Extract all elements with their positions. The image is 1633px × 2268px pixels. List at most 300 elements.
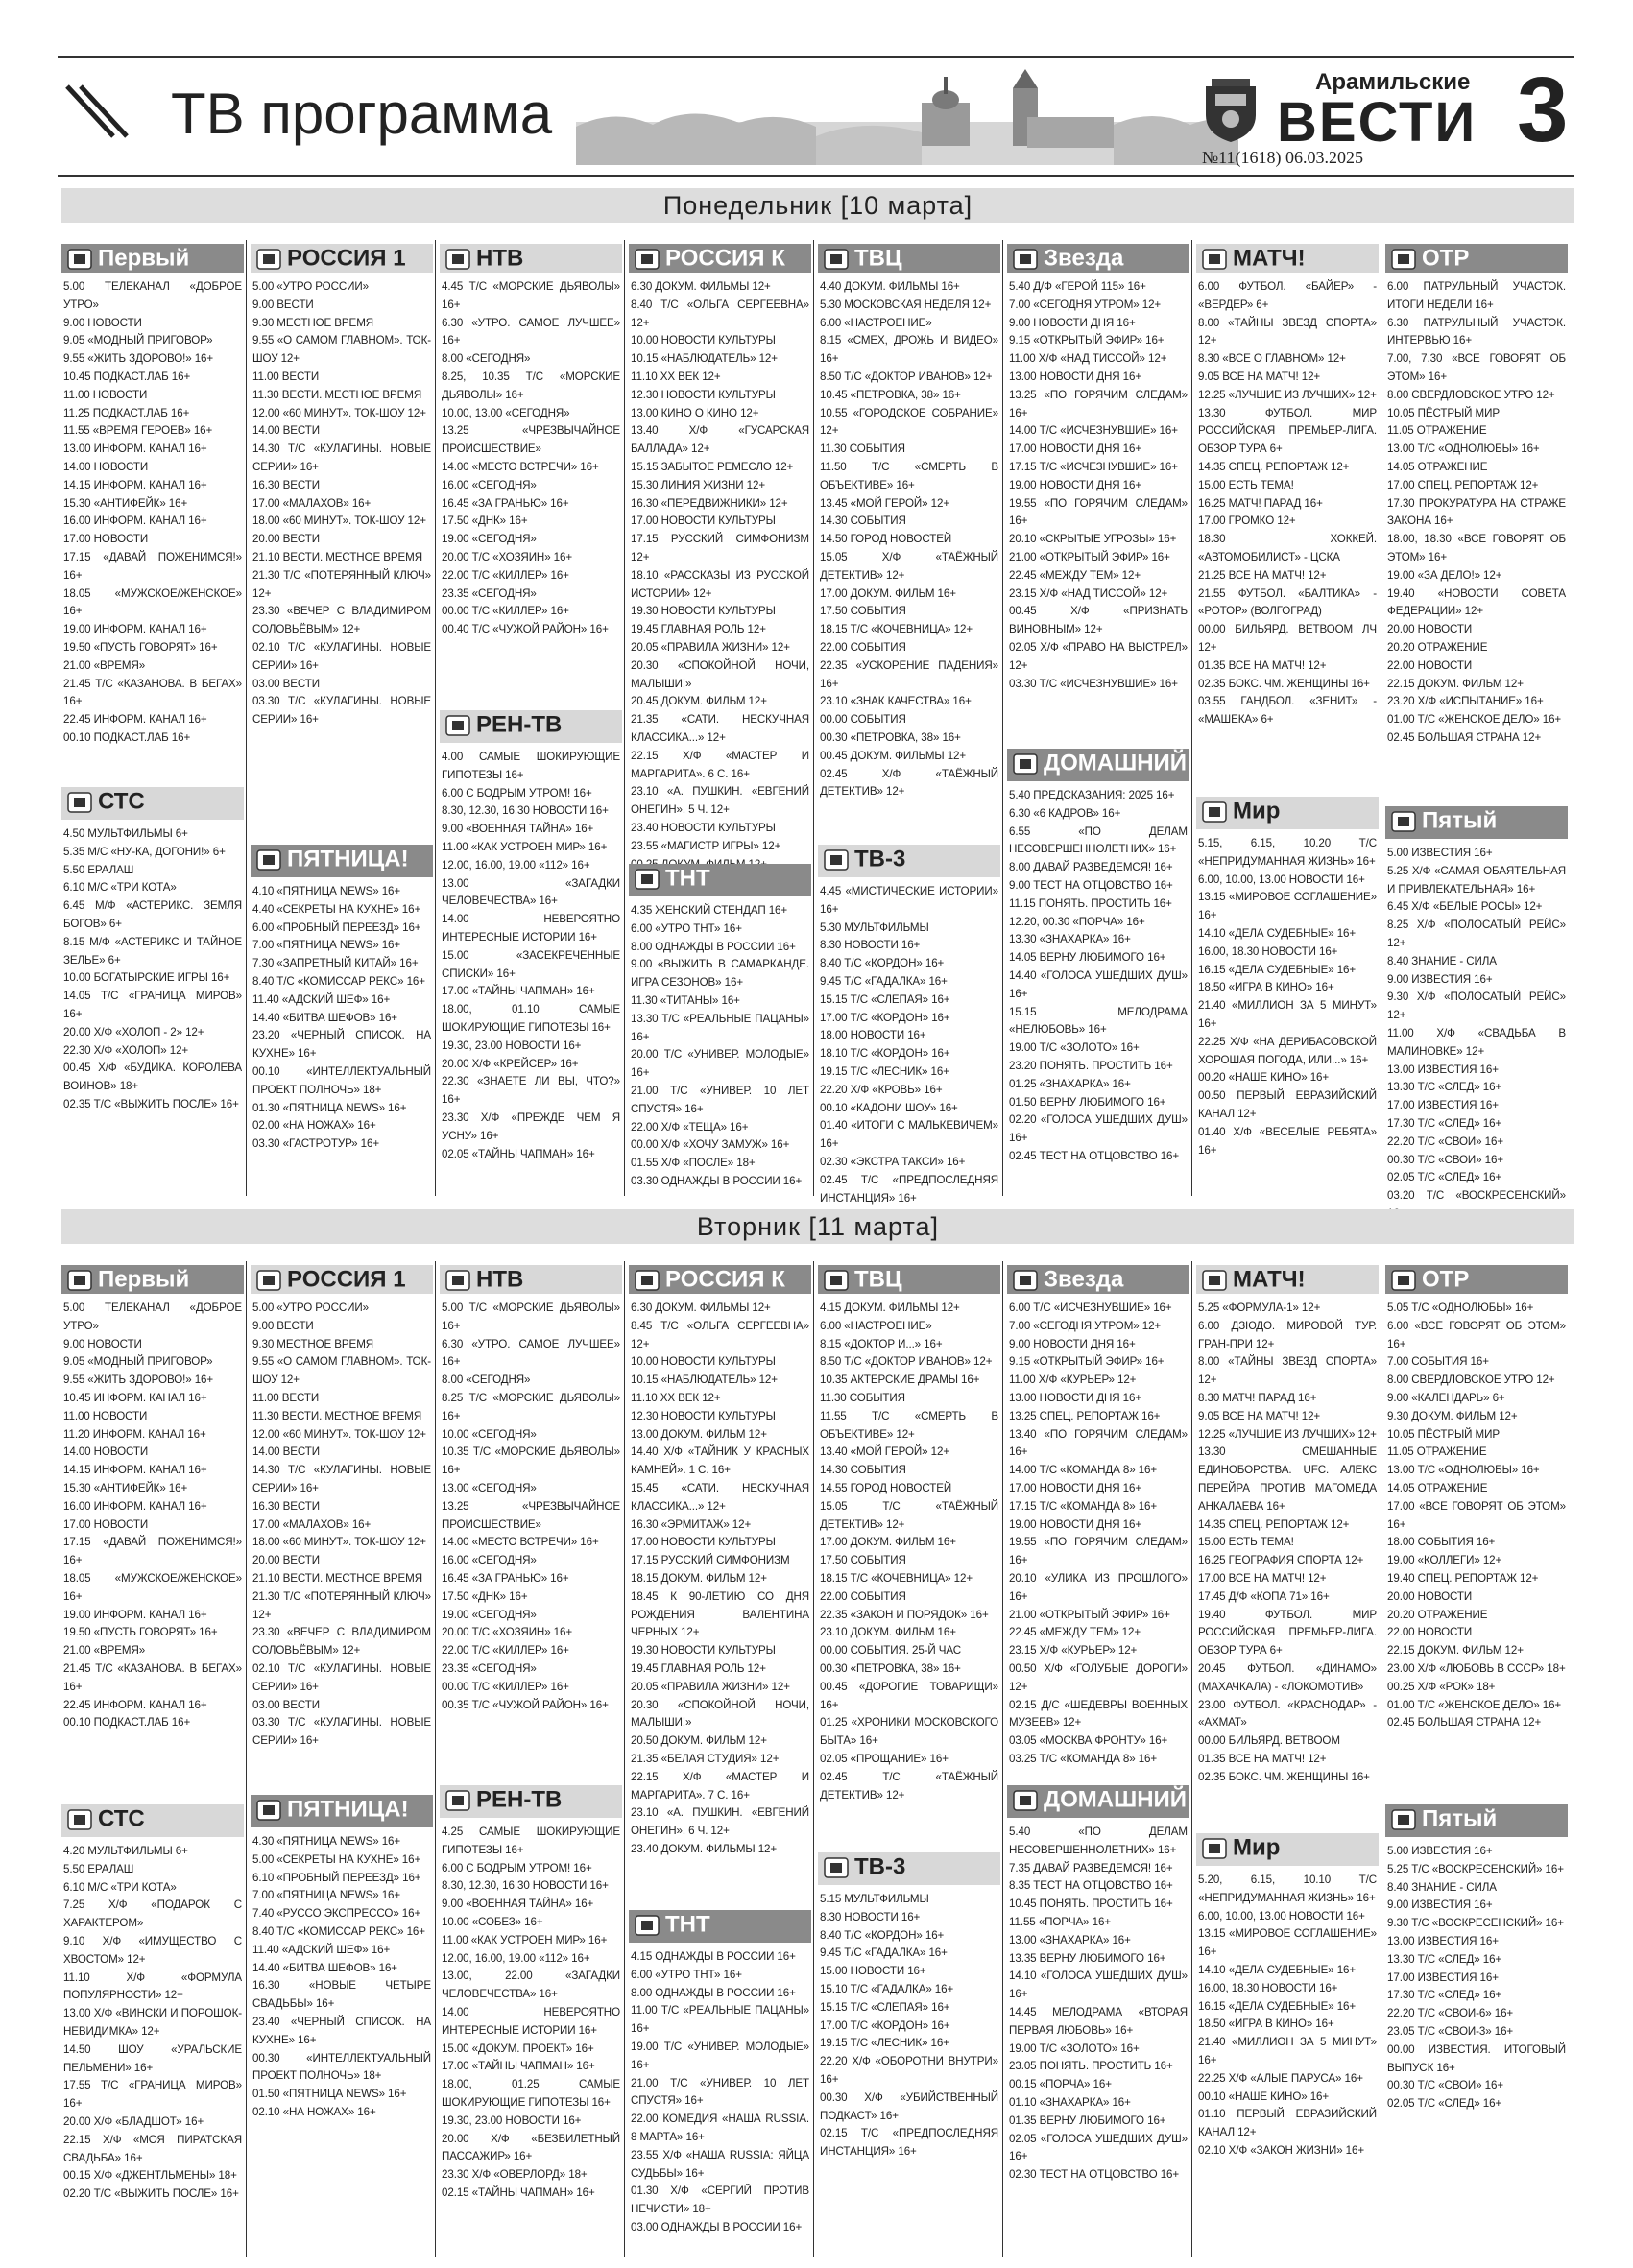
channel-logo-icon — [635, 1269, 660, 1292]
schedule-item: 15.30 «АНТИФЕЙК» 16+ — [63, 1481, 188, 1494]
schedule-item: 02.15 Т/С «ПРЕДПОСЛЕДНЯЯ ИНСТАНЦИЯ» 16+ — [820, 2127, 998, 2159]
slash-icon — [65, 84, 119, 138]
schedule-item: 10.00 БОГАТЫРСКИЕ ИГРЫ 16+ — [63, 971, 230, 985]
schedule-item: 16.25 МАТЧ! ПАРАД 16+ — [1198, 496, 1323, 510]
schedule-item: 10.55 «ГОРОДСКОЕ СОБРАНИЕ» 12+ — [820, 406, 998, 438]
schedule-item: 21.55 ФУТБОЛ. «БАЛТИКА» - «РОТОР» (ВОЛГОГРАД) — [1198, 586, 1377, 618]
schedule-item: 11.55 «ПОРЧА» 16+ — [1009, 1915, 1112, 1928]
schedule-item: 15.30 ЛИНИЯ ЖИЗНИ 12+ — [631, 478, 766, 491]
schedule-item: 13.15 «МИРОВОЕ СОГЛАШЕНИЕ» 16+ — [1198, 891, 1377, 922]
schedule-item: 00.30 Т/С «СВОИ» 16+ — [1387, 1153, 1503, 1166]
schedule-item: 10.00 НОВОСТИ КУЛЬТУРЫ — [631, 334, 776, 347]
channel-name: МАТЧ! — [1233, 245, 1306, 272]
schedule-item: 4.30 «ПЯТНИЦА NEWS» 16+ — [252, 1835, 401, 1848]
schedule-item: 00.30 «ИНТЕЛЛЕКТУАЛЬНЫЙ ПРОЕКТ ПОЛНОЧЬ» 18+ — [252, 2051, 431, 2083]
channel-name: НТВ — [476, 245, 524, 272]
schedule-item: 19.00 НОВОСТИ ДНЯ 16+ — [1009, 478, 1141, 491]
schedule-item: 9.00 «ВОЕННАЯ ТАЙНА» 16+ — [442, 823, 594, 836]
schedule-item: 21.45 Т/С «КАЗАНОВА. В БЕГАХ» 16+ — [63, 1661, 242, 1693]
column-divider — [246, 1261, 247, 2257]
schedule-item: 21.10 ВЕСТИ. МЕСТНОЕ ВРЕМЯ — [252, 550, 422, 563]
channel-name: Звезда — [1044, 1266, 1124, 1293]
schedule-list — [1198, 1872, 1377, 2161]
schedule-item: 17.00 НОВОСТИ ДНЯ 16+ — [1009, 1481, 1141, 1494]
schedule-item: 14.40 Х/Ф «ТАЙНИК У КРАСНЫХ КАМНЕЙ». 1 С. 16+ — [631, 1445, 809, 1477]
schedule-item: 14.00 «МЕСТО ВСТРЕЧИ» 16+ — [442, 1536, 599, 1549]
channel-header-россия-1 — [251, 244, 433, 273]
schedule-item: 5.35 М/С «НУ-КА, ДОГОНИ!» 6+ — [63, 845, 226, 858]
channel-header-матч — [1196, 244, 1379, 273]
schedule-item: 14.05 ОТРАЖЕНИЕ — [1387, 1481, 1488, 1494]
schedule-item: 9.00 НОВОСТИ ДНЯ 16+ — [1009, 316, 1136, 329]
schedule-item: 00.00 СОБЫТИЯ — [820, 713, 906, 727]
schedule-item: 23.15 Х/Ф «НАД ТИССОЙ» 12+ — [1009, 586, 1168, 600]
schedule-item: 19.00 «КОЛЛЕГИ» 12+ — [1387, 1554, 1502, 1567]
schedule-item: 15.45 «САТИ. НЕСКУЧНАЯ КЛАССИКА...» 12+ — [631, 1481, 809, 1513]
schedule-item: 18.15 Т/С «КОЧЕВНИЦА» 12+ — [820, 1571, 973, 1585]
schedule-item: 01.55 Х/Ф «ПОСЛЕ» 18+ — [631, 1157, 756, 1170]
schedule-item: 8.30, 12.30, 16.30 НОВОСТИ 16+ — [442, 1879, 609, 1893]
schedule-item: 03.00 ВЕСТИ — [252, 677, 321, 690]
schedule-item: 8.00 СВЕРДЛОВСКОЕ УТРО 12+ — [1387, 388, 1555, 401]
schedule-item: 00.10 ПОДКАСТ.ЛАБ 16+ — [63, 1716, 191, 1730]
schedule-item: 19.00 ИНФОРМ. КАНАЛ 16+ — [63, 623, 207, 636]
channel-logo-icon — [1202, 1837, 1227, 1860]
column-divider — [624, 240, 625, 1196]
channel-logo-icon — [1202, 248, 1227, 271]
channel-name: ТВЦ — [854, 245, 902, 272]
schedule-item: 00.50 Х/Ф «ГОЛУБЫЕ ДОРОГИ» 12+ — [1009, 1661, 1188, 1693]
schedule-item: 17.00 НОВОСТИ ДНЯ 16+ — [1009, 442, 1141, 456]
schedule-item: 14.40 «БИТВА ШЕФОВ» 16+ — [252, 1011, 397, 1024]
schedule-item: 12.00, 16.00, 19.00 «112» 16+ — [442, 858, 590, 871]
brand-main: ВЕСТИ — [1277, 91, 1477, 154]
schedule-item: 13.00 Т/С «ОДНОЛЮБЫ» 16+ — [1387, 1464, 1540, 1477]
schedule-item: 9.00 «ВЫЖИТЬ В САМАРКАНДЕ. ИГРА СЕЗОНОВ» 16+ — [631, 958, 809, 990]
schedule-item: 17.00 ВСЕ НА МАТЧ! 12+ — [1198, 1571, 1327, 1585]
schedule-item: 21.40 «МИЛЛИОН ЗА 5 МИНУТ» 16+ — [1198, 2036, 1377, 2066]
brand-top: Арамильские — [1315, 69, 1471, 95]
schedule-item: 15.10 Т/С «ГАДАЛКА» 16+ — [820, 1982, 954, 1995]
schedule-item: 19.40 СПЕЦ. РЕПОРТАЖ 12+ — [1387, 1571, 1539, 1585]
schedule-item: 8.15 «СМЕХ, ДРОЖЬ И ВИДЕО» 16+ — [820, 334, 998, 366]
channel-header-стс — [61, 787, 244, 820]
schedule-item: 10.15 «НАБЛЮДАТЕЛЬ» 12+ — [631, 352, 778, 366]
schedule-item: 8.30 «ВСЕ О ГЛАВНОМ» 12+ — [1198, 352, 1346, 366]
schedule-item: 17.00 «МАЛАХОВ» 16+ — [252, 1517, 372, 1531]
schedule-item: 5.00 «УТРО РОССИИ» — [252, 1301, 369, 1314]
schedule-item: 00.00 Х/Ф «ХОЧУ ЗАМУЖ» 16+ — [631, 1138, 790, 1152]
schedule-item: 8.50 Т/С «ДОКТОР ИВАНОВ» 12+ — [820, 370, 993, 383]
schedule-item: 13.25 «ЧРЕЗВЫЧАЙНОЕ ПРОИСШЕСТВИЕ» — [442, 1499, 620, 1531]
schedule-item: 23.10 «А. ПУШКИН. «ЕВГЕНИЙ ОНЕГИН». 6 Ч. 12+ — [631, 1806, 809, 1838]
schedule-item: 20.05 «ПРАВИЛА ЖИЗНИ» 12+ — [631, 640, 790, 654]
channel-column-нтв — [440, 244, 622, 706]
schedule-item: 7.35 ДАВАЙ РАЗВЕДЕМСЯ! 16+ — [1009, 1861, 1173, 1874]
schedule-item: 02.35 БОКС. ЧМ. ЖЕНЩИНЫ 16+ — [1198, 677, 1370, 690]
schedule-item: 8.30, 12.30, 16.30 НОВОСТИ 16+ — [442, 804, 609, 818]
schedule-list — [252, 278, 431, 729]
schedule-item: 11.05 ОТРАЖЕНИЕ — [1387, 1445, 1487, 1459]
schedule-item: 9.10 Х/Ф «ИМУЩЕСТВО С ХВОСТОМ» 12+ — [63, 1934, 242, 1966]
schedule-item: 00.35 Т/С «ЧУЖОЙ РАЙОН» 16+ — [442, 1698, 609, 1711]
schedule-list — [1198, 835, 1377, 1159]
column-divider — [813, 240, 814, 1196]
schedule-item: 00.00 Т/С «КИЛЛЕР» 16+ — [442, 1680, 569, 1693]
channel-name: РОССИЯ 1 — [287, 245, 406, 272]
schedule-item: 6.00, 10.00, 13.00 НОВОСТИ 16+ — [1198, 872, 1365, 886]
channel-logo-icon — [824, 248, 849, 271]
schedule-item: 8.40 Т/С «КОРДОН» 16+ — [820, 1928, 945, 1942]
schedule-item: 00.10 «ИНТЕЛЛЕКТУАЛЬНЫЙ ПРОЕКТ ПОЛНОЧЬ» 18+ — [252, 1064, 431, 1096]
schedule-item: 12.00, 16.00, 19.00 «112» 16+ — [442, 1951, 590, 1965]
masthead — [58, 56, 1574, 179]
schedule-item: 8.35 ТЕСТ НА ОТЦОВСТВО 16+ — [1009, 1879, 1173, 1893]
schedule-item: 00.00 СОБЫТИЯ. 25-Й ЧАС — [820, 1644, 962, 1658]
schedule-item: 00.45 Х/Ф «БУДИКА. КОРОЛЕВА ВОИНОВ» 18+ — [63, 1062, 242, 1093]
schedule-item: 20.05 «ПРАВИЛА ЖИЗНИ» 12+ — [631, 1680, 790, 1693]
schedule-item: 8.00 «СЕГОДНЯ» — [442, 1373, 531, 1387]
schedule-item: 22.45 «МЕЖДУ ТЕМ» 12+ — [1009, 1626, 1141, 1639]
schedule-item: 12.30 НОВОСТИ КУЛЬТУРЫ — [631, 388, 776, 401]
schedule-list — [631, 1300, 809, 1859]
schedule-item: 9.00 ВЕСТИ — [252, 298, 314, 311]
schedule-item: 18.05 «МУЖСКОЕ/ЖЕНСКОЕ» 16+ — [63, 586, 242, 618]
schedule-item: 19.55 «ПО ГОРЯЧИМ СЛЕДАМ» 16+ — [1009, 1536, 1188, 1567]
schedule-item: 17.00 НОВОСТИ КУЛЬТУРЫ — [631, 1536, 776, 1549]
schedule-list — [1387, 845, 1566, 1224]
schedule-item: 00.45 ДОКУМ. ФИЛЬМЫ 12+ — [820, 749, 967, 762]
schedule-item: 14.50 ГОРОД НОВОСТЕЙ — [820, 533, 952, 546]
schedule-item: 23.20 «ЧЕРНЫЙ СПИСОК. НА КУХНЕ» 16+ — [252, 1029, 431, 1061]
channel-logo-icon — [1013, 248, 1038, 271]
schedule-item: 13.40 Х/Ф «ГУСАРСКАЯ БАЛЛАДА» 12+ — [631, 424, 809, 456]
schedule-item: 6.00 «ПРОБНЫЙ ПЕРЕЕЗД» 16+ — [252, 920, 421, 934]
channel-name: РЕН-ТВ — [476, 1786, 563, 1813]
schedule-item: 8.00 ДАВАЙ РАЗВЕДЕМСЯ! 16+ — [1009, 861, 1173, 874]
schedule-item: 5.50 ЕРАЛАШ — [63, 863, 134, 876]
schedule-item: 18.45 К 90-ЛЕТИЮ СО ДНЯ РОЖДЕНИЯ ВАЛЕНТИНА ЧЕРНЫХ 12+ — [631, 1589, 809, 1639]
schedule-item: 00.00 Т/С «КИЛЛЕР» 16+ — [442, 605, 569, 618]
schedule-item: 22.00 СОБЫТИЯ — [820, 640, 906, 654]
page-number: 3 — [1517, 59, 1569, 161]
schedule-item: 6.00 «НАСТРОЕНИЕ» — [820, 316, 932, 329]
schedule-item: 22.00 НОВОСТИ — [1387, 1626, 1473, 1639]
schedule-item: 21.00 «ВРЕМЯ» — [63, 658, 146, 672]
channel-header-тнт — [629, 1910, 811, 1943]
schedule-item: 21.00 Т/С «УНИВЕР. 10 ЛЕТ СПУСТЯ» 16+ — [631, 2076, 809, 2108]
channel-header-тв-3 — [818, 1852, 1000, 1885]
channel-column-россия-к — [629, 244, 811, 860]
schedule-item: 5.00 «УТРО РОССИИ» — [252, 280, 369, 293]
schedule-item: 4.50 МУЛЬТФИЛЬМЫ 6+ — [63, 827, 188, 840]
schedule-list — [1009, 1300, 1188, 1769]
schedule-item: 03.00 ОДНАЖДЫ В РОССИИ 16+ — [631, 2220, 803, 2233]
schedule-item: 4.20 МУЛЬТФИЛЬМЫ 6+ — [63, 1845, 188, 1857]
schedule-list — [1387, 278, 1566, 748]
schedule-item: 22.25 Х/Ф «НА ДЕРИБАСОВСКОЙ ХОРОШАЯ ПОГОДА, ИЛИ...» 16+ — [1198, 1035, 1377, 1066]
schedule-item: 16.25 ГЕОГРАФИЯ СПОРТА 12+ — [1198, 1554, 1364, 1567]
schedule-item: 5.00 ТЕЛЕКАНАЛ «ДОБРОЕ УТРО» — [63, 280, 242, 311]
schedule-item: 9.15 «ОТКРЫТЫЙ ЭФИР» 16+ — [1009, 1355, 1165, 1369]
channel-logo-icon — [824, 1856, 849, 1879]
schedule-item: 21.00 «ВРЕМЯ» — [63, 1644, 146, 1658]
schedule-item: 17.00 ДОКУМ. ФИЛЬМ 16+ — [820, 586, 956, 600]
channel-name: ПЯТНИЦА! — [287, 846, 409, 872]
schedule-item: 02.45 Т/С «ПРЕДПОСЛЕДНЯЯ ИНСТАНЦИЯ» 16+ — [820, 1173, 998, 1205]
schedule-item: 6.55 «ПО ДЕЛАМ НЕСОВЕРШЕННОЛЕТНИХ» 16+ — [1009, 824, 1188, 856]
schedule-item: 16.45 «ЗА ГРАНЬЮ» 16+ — [442, 1571, 569, 1585]
schedule-item: 11.55 Т/С «СМЕРТЬ В ОБЪЕКТИВЕ» 12+ — [820, 1409, 998, 1441]
schedule-item: 13.00 ДОКУМ. ФИЛЬМ 12+ — [631, 1427, 767, 1441]
channel-column-россия-к — [629, 1265, 811, 1906]
channel-logo-icon — [445, 714, 470, 737]
schedule-item: 11.00 НОВОСТИ — [63, 1409, 148, 1422]
schedule-item: 10.35 Т/С «МОРСКИЕ ДЬЯВОЛЫ» 16+ — [442, 1445, 620, 1477]
schedule-item: 00.25 Х/Ф «РОК» 18+ — [1387, 1680, 1496, 1693]
schedule-item: 6.00 С БОДРЫМ УТРОМ! 16+ — [442, 1861, 592, 1874]
schedule-item: 6.00 С БОДРЫМ УТРОМ! 16+ — [442, 786, 592, 800]
newspaper-logo — [1200, 63, 1507, 169]
schedule-item: 14.10 «ДЕЛА СУДЕБНЫЕ» 16+ — [1198, 1963, 1357, 1976]
schedule-item: 00.30 Т/С «СВОИ» 16+ — [1387, 2079, 1503, 2092]
schedule-item: 9.05 ВСЕ НА МАТЧ! 12+ — [1198, 370, 1321, 383]
channel-name: РОССИЯ К — [665, 245, 785, 272]
schedule-item: 8.00 «ТАЙНЫ ЗВЕЗД СПОРТА» 12+ — [1198, 1355, 1377, 1387]
schedule-item: 16.30 «НОВЫЕ ЧЕТЫРЕ СВАДЬБЫ» 16+ — [252, 1979, 431, 2011]
schedule-item: 19.00 НОВОСТИ ДНЯ 16+ — [1009, 1517, 1141, 1531]
channel-name: ТВЦ — [854, 1266, 902, 1293]
schedule-item: 02.45 Т/С «ТАЁЖНЫЙ ДЕТЕКТИВ» 12+ — [820, 1770, 998, 1802]
channel-logo-icon — [1391, 1808, 1416, 1831]
schedule-item: 17.00 «ТАЙНЫ ЧАПМАН» 16+ — [442, 985, 595, 998]
schedule-item: 13.30 СМЕШАННЫЕ ЕДИНОБОРСТВА. UFC. АЛЕКС ПЕРЕЙРА ПРОТИВ МАГОМЕДА АНКАЛАЕВА 16+ — [1198, 1445, 1377, 1513]
schedule-item: 17.00 «ТАЙНЫ ЧАПМАН» 16+ — [442, 2060, 595, 2073]
schedule-item: 12.00 «60 МИНУТ». ТОК-ШОУ 12+ — [252, 1427, 426, 1441]
channel-column-нтв — [440, 1265, 622, 1781]
schedule-item: 02.45 ТЕСТ НА ОТЦОВСТВО 16+ — [1009, 1149, 1180, 1162]
schedule-item: 7.00 СОБЫТИЯ 16+ — [1387, 1355, 1489, 1369]
schedule-item: 11.25 ПОДКАСТ.ЛАБ 16+ — [63, 406, 190, 419]
schedule-item: 20.00 Х/Ф «БЕЗБИЛЕТНЫЙ ПАССАЖИР» 16+ — [442, 2132, 620, 2163]
schedule-item: 19.30, 23.00 НОВОСТИ 16+ — [442, 1039, 582, 1052]
channel-column-матч — [1196, 244, 1379, 793]
schedule-item: 9.05 «МОДНЫЙ ПРИГОВОР» — [63, 1355, 213, 1369]
schedule-item: 21.00 Т/С «УНИВЕР. 10 ЛЕТ СПУСТЯ» 16+ — [631, 1084, 809, 1115]
channel-column-россия-1 — [251, 1265, 433, 1791]
column-divider — [1002, 1261, 1003, 2257]
schedule-item: 16.00 «СЕГОДНЯ» — [442, 1554, 537, 1567]
schedule-item: 21.30 Т/С «ПОТЕРЯННЫЙ КЛЮЧ» 12+ — [252, 1589, 431, 1621]
schedule-item: 11.55 «ВРЕМЯ ГЕРОЕВ» 16+ — [63, 424, 213, 438]
schedule-item: 02.20 «ГОЛОСА УШЕДШИХ ДУШ» 16+ — [1009, 1113, 1188, 1145]
schedule-item: 14.35 СПЕЦ. РЕПОРТАЖ 12+ — [1198, 460, 1350, 473]
schedule-item: 16.00, 18.30 НОВОСТИ 16+ — [1198, 944, 1338, 958]
schedule-item: 6.30 «УТРО. САМОЕ ЛУЧШЕЕ» 16+ — [442, 316, 620, 347]
schedule-item: 4.15 ДОКУМ. ФИЛЬМЫ 12+ — [820, 1301, 960, 1314]
schedule-item: 01.30 «ПЯТНИЦА NEWS» 16+ — [252, 1101, 407, 1114]
channel-column-отр — [1385, 244, 1568, 802]
channel-logo-icon — [1202, 1269, 1227, 1292]
schedule-item: 7.30 «ЗАПРЕТНЫЙ КИТАЙ» 16+ — [252, 957, 419, 970]
schedule-item: 22.20 Х/Ф «ОБОРОТНИ ВНУТРИ» 16+ — [820, 2055, 998, 2086]
schedule-item: 16.30 «ПЕРЕДВИЖНИКИ» 12+ — [631, 496, 788, 510]
schedule-list — [252, 1300, 431, 1751]
schedule-list — [1198, 278, 1377, 729]
schedule-item: 22.25 Х/Ф «АЛЫЕ ПАРУСА» 16+ — [1198, 2071, 1363, 2085]
schedule-list — [63, 1300, 242, 1732]
schedule-list — [631, 1948, 809, 2237]
schedule-item: 16.30 «ЭРМИТАЖ» 12+ — [631, 1517, 752, 1531]
schedule-item: 18.50 «ИГРА В КИНО» 16+ — [1198, 2017, 1334, 2031]
schedule-list — [1198, 1300, 1377, 1787]
schedule-item: 23.35 «СЕГОДНЯ» — [442, 1661, 537, 1675]
schedule-item: 5.15, 6.15, 10.20 Т/С «НЕПРИДУМАННАЯ ЖИЗНЬ» 16+ — [1198, 837, 1377, 868]
schedule-item: 7.25 Х/Ф «ПОДАРОК С ХАРАКТЕРОМ» — [63, 1898, 242, 1930]
schedule-item: 23.40 «ЧЕРНЫЙ СПИСОК. НА КУХНЕ» 16+ — [252, 2015, 431, 2046]
channel-column-пятый — [1385, 806, 1568, 1203]
schedule-item: 23.35 «СЕГОДНЯ» — [442, 586, 537, 600]
schedule-item: 14.15 ИНФОРМ. КАНАЛ 16+ — [63, 478, 207, 491]
schedule-item: 7.00 «ПЯТНИЦА NEWS» 16+ — [252, 1889, 401, 1902]
schedule-item: 02.10 Х/Ф «ЗАКОН ЖИЗНИ» 16+ — [1198, 2143, 1365, 2157]
schedule-item: 6.30 «6 КАДРОВ» 16+ — [1009, 806, 1121, 820]
schedule-item: 9.00 ИЗВЕСТИЯ 16+ — [1387, 1898, 1493, 1912]
schedule-item: 23.20 ПОНЯТЬ. ПРОСТИТЬ 16+ — [1009, 1059, 1173, 1072]
schedule-item: 11.30 ВЕСТИ. МЕСТНОЕ ВРЕМЯ — [252, 388, 422, 401]
schedule-item: 6.00 ДЗЮДО. МИРОВОЙ ТУР. ГРАН-ПРИ 12+ — [1198, 1319, 1377, 1350]
schedule-item: 7.00 «СЕГОДНЯ УТРОМ» 12+ — [1009, 298, 1162, 311]
schedule-item: 8.40 Т/С «ОЛЬГА СЕРГЕЕВНА» 12+ — [631, 298, 809, 329]
channel-header-твц — [818, 244, 1000, 273]
schedule-item: 13.40 «МОЙ ГЕРОЙ» 12+ — [820, 1445, 949, 1459]
schedule-item: 6.30 «УТРО. САМОЕ ЛУЧШЕЕ» 16+ — [442, 1337, 620, 1369]
schedule-list — [631, 278, 809, 873]
schedule-item: 01.35 ВСЕ НА МАТЧ! 12+ — [1198, 1752, 1327, 1765]
schedule-item: 11.00 Т/С «РЕАЛЬНЫЕ ПАЦАНЫ» 16+ — [631, 2004, 809, 2036]
channel-name: Пятый — [1422, 1805, 1498, 1832]
schedule-item: 20.00 Т/С «УНИВЕР. МОЛОДЫЕ» 16+ — [631, 1048, 809, 1080]
schedule-item: 8.00 СВЕРДЛОВСКОЕ УТРО 12+ — [1387, 1373, 1555, 1387]
schedule-item: 10.05 ПЁСТРЫЙ МИР — [1387, 1427, 1500, 1441]
schedule-item: 20.00 ВЕСТИ — [252, 1554, 321, 1567]
schedule-item: 16.30 ВЕСТИ — [252, 478, 321, 491]
channel-column-звезда — [1007, 1265, 1189, 1781]
schedule-list — [252, 1833, 431, 2122]
schedule-item: 16.45 «ЗА ГРАНЬЮ» 16+ — [442, 496, 569, 510]
channel-header-мир — [1196, 1833, 1379, 1866]
schedule-item: 14.15 ИНФОРМ. КАНАЛ 16+ — [63, 1464, 207, 1477]
column-divider — [1002, 240, 1003, 1196]
schedule-item: 23.40 ДОКУМ. ФИЛЬМЫ 12+ — [631, 1842, 778, 1855]
schedule-item: 22.00 Х/Ф «ТЕЩА» 16+ — [631, 1120, 749, 1134]
channel-header-твц — [818, 1265, 1000, 1294]
day-title: Понедельник [10 марта] — [61, 188, 1574, 223]
schedule-item: 16.30 ВЕСТИ — [252, 1499, 321, 1513]
schedule-item: 8.00 ОДНАЖДЫ В РОССИИ 16+ — [631, 940, 796, 953]
schedule-item: 6.00 Т/С «ИСЧЕЗНУВШИЕ» 16+ — [1009, 1301, 1172, 1314]
channel-header-пятница — [251, 1795, 433, 1827]
schedule-item: 11.00 «КАК УСТРОЕН МИР» 16+ — [442, 840, 608, 853]
schedule-item: 14.05 Т/С «ГРАНИЦА МИРОВ» 16+ — [63, 990, 242, 1020]
schedule-item: 13.00 КИНО О КИНО 12+ — [631, 406, 759, 419]
schedule-item: 17.15 РУССКИЙ СИМФОНИЗМ 12+ — [631, 533, 809, 563]
schedule-item: 10.00, 13.00 «СЕГОДНЯ» — [442, 406, 570, 419]
schedule-item: 00.00 БИЛЬЯРД. ВЕТВООМ — [1198, 1734, 1340, 1748]
channel-logo-icon — [1013, 1789, 1038, 1812]
schedule-item: 11.00 НОВОСТИ — [63, 388, 148, 401]
schedule-item: 02.05 Х/Ф «ПРАВО НА ВЫСТРЕЛ» 12+ — [1009, 640, 1188, 672]
schedule-list — [442, 1824, 620, 2203]
schedule-list — [442, 749, 620, 1163]
schedule-item: 6.00 ПАТРУЛЬНЫЙ УЧАСТОК. ИТОГИ НЕДЕЛИ 16+ — [1387, 280, 1566, 311]
schedule-item: 23.20 Х/Ф «ИСПЫТАНИЕ» 16+ — [1387, 695, 1544, 708]
schedule-item: 5.25 Т/С «ВОСКРЕСЕНСКИЙ» 16+ — [1387, 1862, 1564, 1875]
schedule-item: 17.30 Т/С «СЛЕД» 16+ — [1387, 1116, 1502, 1130]
schedule-item: 01.10 ПЕРВЫЙ ЕВРАЗИЙСКИЙ КАНАЛ 12+ — [1198, 2108, 1377, 2139]
schedule-item: 20.00 Х/Ф «ХОЛОП - 2» 12+ — [63, 1025, 204, 1039]
channel-logo-icon — [445, 1789, 470, 1812]
schedule-item: 03.30 ОДНАЖДЫ В РОССИИ 16+ — [631, 1174, 803, 1187]
schedule-item: 21.10 ВЕСТИ. МЕСТНОЕ ВРЕМЯ — [252, 1571, 422, 1585]
schedule-item: 20.50 ДОКУМ. ФИЛЬМ 12+ — [631, 1734, 767, 1748]
schedule-item: 14.00 ВЕСТИ — [252, 1445, 321, 1459]
schedule-item: 17.00 НОВОСТИ КУЛЬТУРЫ — [631, 514, 776, 528]
column-divider — [246, 240, 247, 1196]
channel-column-твц — [818, 244, 1000, 841]
channel-name: ТНТ — [665, 865, 710, 892]
schedule-item: 00.20 «НАШЕ КИНО» 16+ — [1198, 1071, 1330, 1085]
channel-name: НТВ — [476, 1266, 524, 1293]
schedule-item: 00.30 «ПЕТРОВКА, 38» 16+ — [820, 1661, 961, 1675]
schedule-item: 17.00 Т/С «КОРДОН» 16+ — [820, 1011, 950, 1024]
schedule-item: 5.50 ЕРАЛАШ — [63, 1862, 134, 1875]
schedule-item: 23.15 Х/Ф «КУРЬЕР» 12+ — [1009, 1644, 1138, 1658]
schedule-item: 8.25 Х/Ф «ПОЛОСАТЫЙ РЕЙС» 12+ — [1387, 919, 1566, 949]
schedule-item: 03.30 Т/С «КУЛАГИНЫ. НОВЫЕ СЕРИИ» 16+ — [252, 1716, 431, 1748]
schedule-item: 14.00 НОВОСТИ — [63, 460, 149, 473]
schedule-item: 01.50 ВЕРНУ ЛЮБИМОГО 16+ — [1009, 1095, 1166, 1109]
schedule-item: 00.15 Х/Ф «ДЖЕНТЛЬМЕНЫ» 18+ — [63, 2169, 237, 2183]
schedule-item: 14.10 «ГОЛОСА УШЕДШИХ ДУШ» 16+ — [1009, 1970, 1188, 2001]
issue-number: №11(1618) 06.03.2025 — [1202, 148, 1363, 167]
channel-header-звезда — [1007, 244, 1189, 273]
schedule-item: 9.30 Т/С «ВОСКРЕСЕНСКИЙ» 16+ — [1387, 1917, 1564, 1930]
schedule-item: 8.40 ЗНАНИЕ - СИЛА — [1387, 954, 1497, 967]
schedule-item: 10.00 НОВОСТИ КУЛЬТУРЫ — [631, 1355, 776, 1369]
schedule-item: 19.15 Т/С «ЛЕСНИК» 16+ — [820, 2037, 949, 2050]
schedule-item: 21.35 «САТИ. НЕСКУЧНАЯ КЛАССИКА...» 12+ — [631, 713, 809, 744]
channel-header-россия-к — [629, 244, 811, 273]
schedule-item: 00.45 Х/Ф «ПРИЗНАТЬ ВИНОВНЫМ» 12+ — [1009, 605, 1188, 636]
schedule-item: 11.10 XX ВЕК 12+ — [631, 370, 721, 383]
schedule-item: 22.20 Х/Ф «КРОВЬ» 16+ — [820, 1083, 943, 1096]
schedule-item: 14.30 Т/С «КУЛАГИНЫ. НОВЫЕ СЕРИИ» 16+ — [252, 442, 431, 473]
schedule-item: 16.15 «ДЕЛА СУДЕБНЫЕ» 16+ — [1198, 963, 1357, 976]
schedule-item: 20.00 ВЕСТИ — [252, 533, 321, 546]
channel-header-отр — [1385, 244, 1568, 273]
schedule-item: 12.30 НОВОСТИ КУЛЬТУРЫ — [631, 1409, 776, 1422]
schedule-item: 17.30 ПРОКУРАТУРА НА СТРАЖЕ ЗАКОНА 16+ — [1387, 496, 1566, 528]
schedule-item: 20.10 «СКРЫТЫЕ УГРОЗЫ» 16+ — [1009, 533, 1177, 546]
schedule-item: 19.00 «СЕГОДНЯ» — [442, 1608, 537, 1621]
channel-logo-icon — [635, 868, 660, 891]
schedule-item: 11.40 «АДСКИЙ ШЕФ» 16+ — [252, 1943, 391, 1956]
schedule-item: 5.20, 6.15, 10.10 Т/С «НЕПРИДУМАННАЯ ЖИЗНЬ» 16+ — [1198, 1874, 1377, 1904]
schedule-item: 17.15 «ДАВАЙ ПОЖЕНИМСЯ!» 16+ — [63, 550, 242, 582]
schedule-item: 16.00 ИНФОРМ. КАНАЛ 16+ — [63, 514, 207, 528]
schedule-list — [631, 902, 809, 1191]
